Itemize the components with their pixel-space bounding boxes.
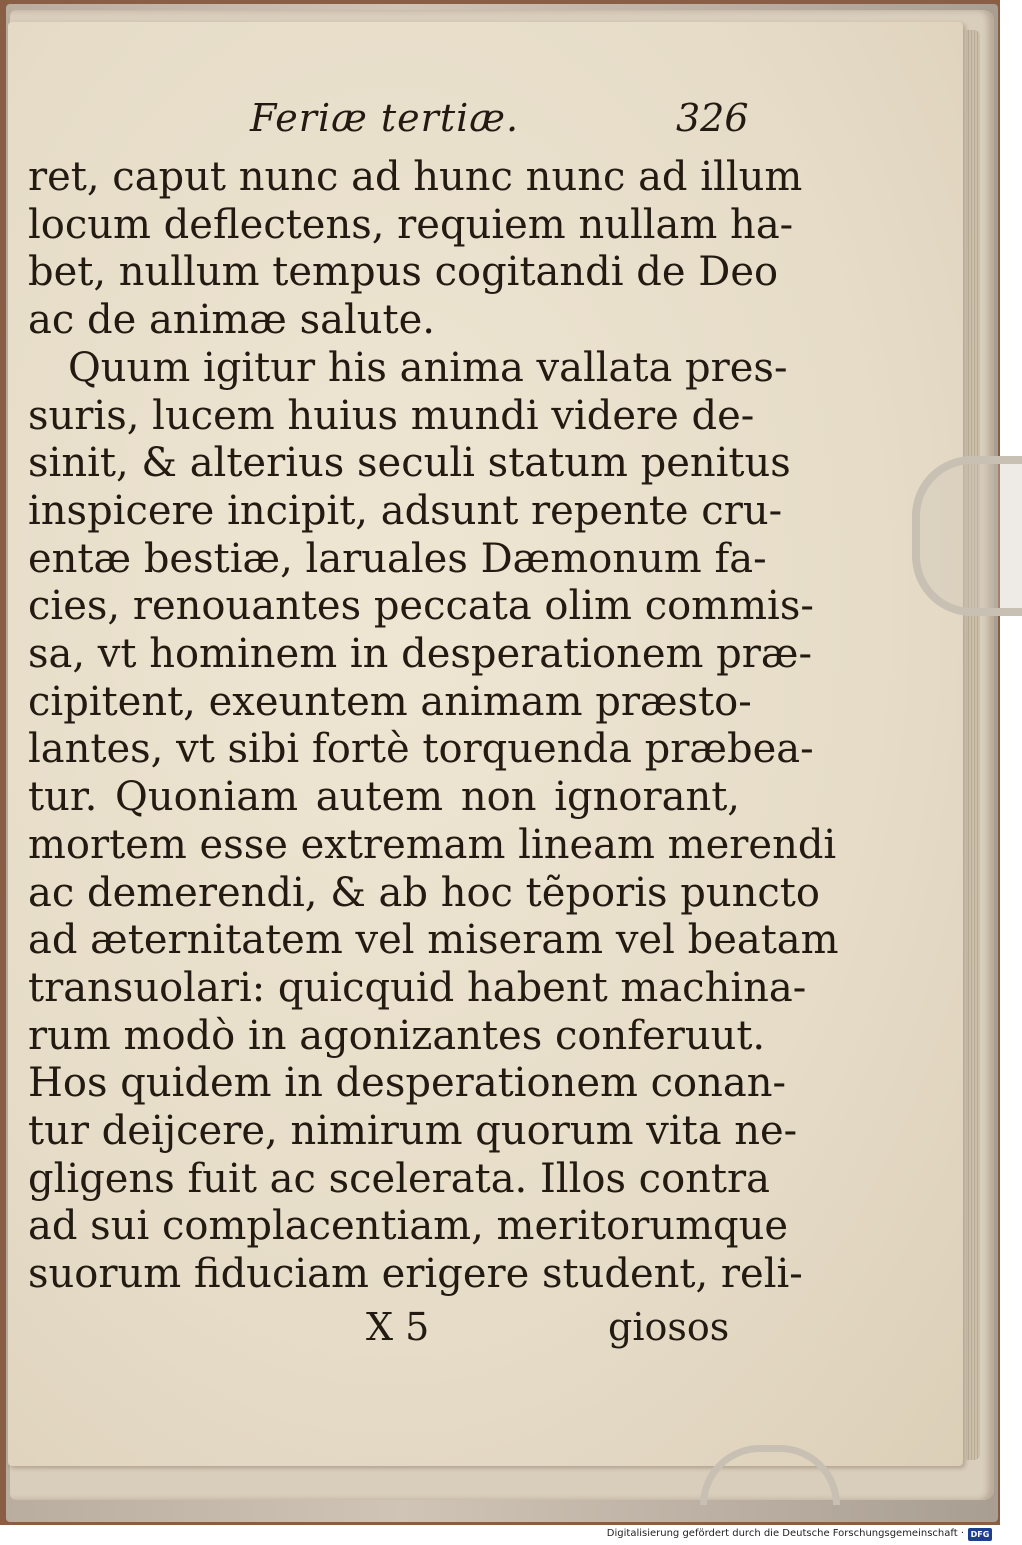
text-line: gligens fuit ac scelerata. Illos contra xyxy=(28,1155,770,1202)
text-line: suris, lucem huius mundi videre de- xyxy=(28,392,755,439)
text-line: ad æternitatem vel miseram vel beatam xyxy=(28,917,839,964)
text-line: ac demerendi, & ab hoc tẽporis puncto xyxy=(28,869,820,916)
text-line: inspicere incipit, adsunt repente cru- xyxy=(28,487,783,534)
page-header xyxy=(28,94,748,154)
text-line: ad sui complacentiam, meritorumque xyxy=(28,1203,789,1250)
text-line: locum deflectens, requiem nullam ha- xyxy=(28,201,794,248)
page-footer xyxy=(28,1305,748,1355)
running-title: Feriæ tertiæ. xyxy=(250,96,520,140)
funding-credit: Digitalisierung gefördert durch die Deutsche Forschungsgemeinschaft · xyxy=(606,1528,964,1539)
page-edges xyxy=(966,30,980,1460)
text-line: ac de animæ salute. xyxy=(28,297,435,344)
text-line: tur deijcere, nimirum quorum vita ne- xyxy=(28,1108,798,1155)
text-line: sa, vt hominem in desperationem præ- xyxy=(28,631,813,678)
text-line: Hos quidem in desperationem conan- xyxy=(28,1060,787,1107)
text-line: bet, nullum tempus cogitandi de Deo xyxy=(28,249,779,296)
text-line: entæ bestiæ, laruales Dæmonum fa- xyxy=(28,535,767,582)
clasp-loop-right xyxy=(912,456,1022,616)
text-line: mortem esse extremam lineam merendi xyxy=(28,821,837,868)
text-line: rum modò in agonizantes conferuut. xyxy=(28,1012,766,1059)
text-line: sinit, & alterius seculi statum penitus xyxy=(28,440,791,487)
text-line: tur. Quoniam autem non ignorant, xyxy=(28,774,740,821)
text-line: Quum igitur his anima vallata pres- xyxy=(68,344,788,391)
text-block xyxy=(28,94,839,1355)
text-line: cies, renouantes peccata olim commis- xyxy=(28,583,814,630)
credit-bar xyxy=(0,1525,1000,1545)
signature-mark: X 5 xyxy=(366,1304,430,1349)
book-page xyxy=(8,22,963,1466)
page-number: 326 xyxy=(676,96,749,140)
text-line: ret, caput nunc ad hunc nunc ad illum xyxy=(28,154,803,200)
text-line: cipitent, exeuntem animam præsto- xyxy=(28,678,752,725)
text-line: lantes, vt sibi fortè torquenda præbea- xyxy=(28,726,814,773)
catchword: giosos xyxy=(608,1304,730,1349)
dfg-logo-icon: DFG xyxy=(968,1528,992,1541)
text-line: suorum fiduciam erigere student, reli- xyxy=(28,1251,803,1298)
text-line: transuolari: quicquid habent machina- xyxy=(28,964,807,1011)
